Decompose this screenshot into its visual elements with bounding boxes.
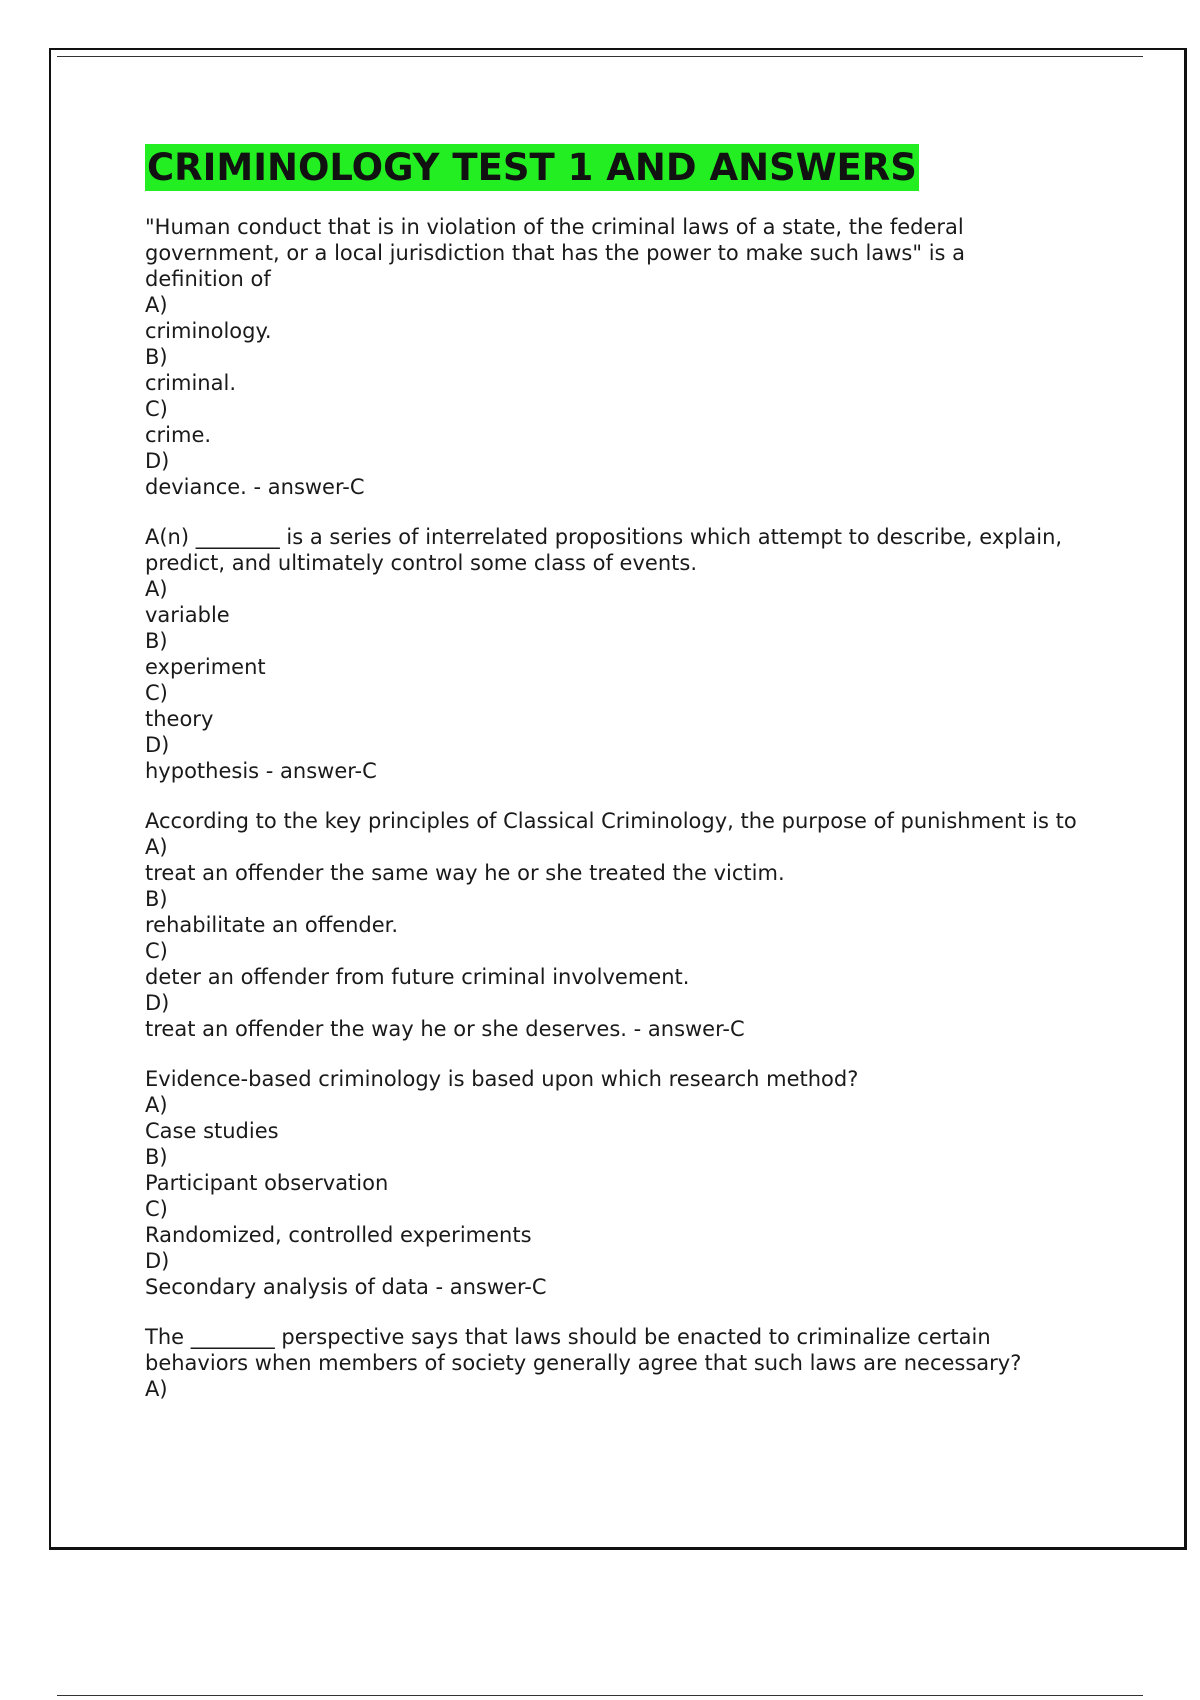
question-5 <box>145 1324 1105 1402</box>
option-letter: C) <box>145 939 168 963</box>
option-text: rehabilitate an offender. <box>145 913 399 937</box>
option-text: treat an offender the same way he or she treated the victim. <box>145 861 785 885</box>
option-letter: A) <box>145 835 168 859</box>
option-letter: D) <box>145 991 170 1015</box>
question-1 <box>145 214 1105 500</box>
option-text: deviance. - answer-C <box>145 475 365 499</box>
option-text: theory <box>145 707 214 731</box>
question-2 <box>145 524 1105 784</box>
question-4 <box>145 1066 1105 1300</box>
option-letter: D) <box>145 1249 170 1273</box>
bottom-rule <box>57 1695 1143 1696</box>
option-letter: B) <box>145 629 168 653</box>
option-text: treat an offender the way he or she deserves. - answer-C <box>145 1017 745 1041</box>
option-text: criminal. <box>145 371 236 395</box>
question-stem: A(n) ________ is a series of interrelated propositions which attempt to describe, explain, predict, and ultimately control some class of events. <box>145 525 1063 575</box>
option-letter: C) <box>145 681 168 705</box>
option-text: hypothesis - answer-C <box>145 759 377 783</box>
question-stem: Evidence-based criminology is based upon which research method? <box>145 1067 859 1091</box>
option-letter: D) <box>145 733 170 757</box>
option-text: variable <box>145 603 230 627</box>
document-body <box>145 144 1105 1426</box>
option-letter: B) <box>145 345 168 369</box>
document-title: CRIMINOLOGY TEST 1 AND ANSWERS <box>147 146 917 189</box>
option-letter: A) <box>145 293 168 317</box>
question-3 <box>145 808 1105 1042</box>
option-text: crime. <box>145 423 212 447</box>
option-letter: D) <box>145 449 170 473</box>
option-text: experiment <box>145 655 266 679</box>
option-letter: A) <box>145 1093 168 1117</box>
option-text: Secondary analysis of data - answer-C <box>145 1275 547 1299</box>
question-stem: The ________ perspective says that laws should be enacted to criminalize certain behaviors when members of society generally agree that such laws are necessary? <box>145 1325 1022 1375</box>
option-text: deter an offender from future criminal involvement. <box>145 965 690 989</box>
option-letter: B) <box>145 1145 168 1169</box>
option-letter: A) <box>145 577 168 601</box>
question-stem: According to the key principles of Classical Criminology, the purpose of punishment is to <box>145 809 1077 833</box>
option-text: criminology. <box>145 319 272 343</box>
option-text: Participant observation <box>145 1171 389 1195</box>
option-letter: B) <box>145 887 168 911</box>
option-letter: C) <box>145 397 168 421</box>
question-stem: "Human conduct that is in violation of the criminal laws of a state, the federal government, or a local jurisdiction that has the power to make such laws" is a definition of <box>145 215 966 291</box>
top-rule <box>57 56 1143 57</box>
option-text: Case studies <box>145 1119 279 1143</box>
option-letter: A) <box>145 1377 168 1401</box>
option-letter: C) <box>145 1197 168 1221</box>
option-text: Randomized, controlled experiments <box>145 1223 532 1247</box>
